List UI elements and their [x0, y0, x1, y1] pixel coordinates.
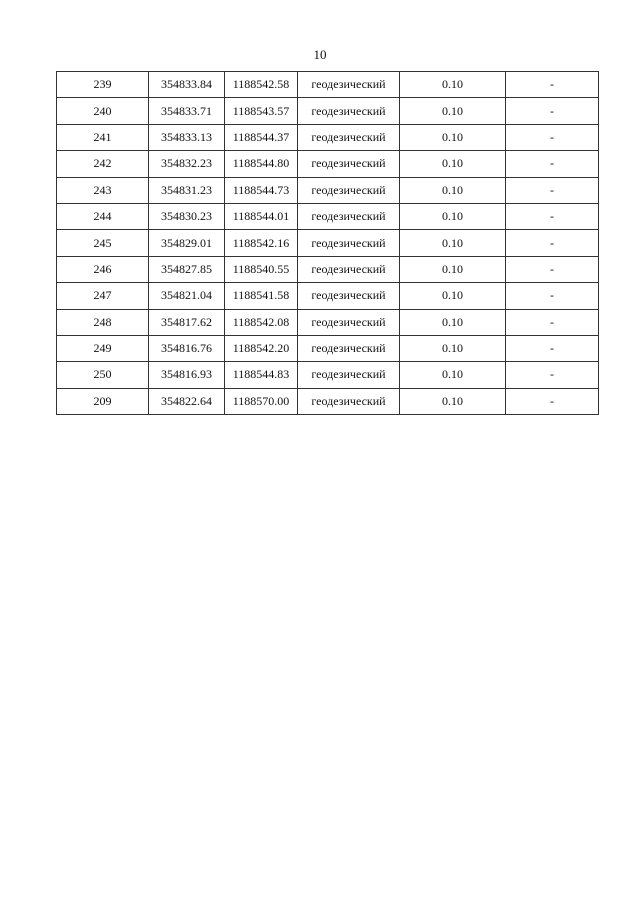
x-coordinate-cell: 354833.71 [149, 98, 225, 124]
y-coordinate-cell: 1188542.08 [225, 309, 298, 335]
table-row [57, 362, 599, 388]
y-coordinate-cell: 1188542.20 [225, 335, 298, 361]
page-number: 10 [313, 47, 327, 62]
point-number-cell: 248 [57, 309, 149, 335]
note-cell: - [506, 283, 599, 309]
method-cell: геодезический [298, 177, 400, 203]
table-row [57, 151, 599, 177]
method-cell: геодезический [298, 98, 400, 124]
accuracy-cell: 0.10 [400, 72, 506, 98]
method-cell: геодезический [298, 335, 400, 361]
y-coordinate-cell: 1188542.58 [225, 72, 298, 98]
y-coordinate-cell: 1188544.80 [225, 151, 298, 177]
x-coordinate-cell: 354827.85 [149, 256, 225, 282]
point-number-cell: 246 [57, 256, 149, 282]
y-coordinate-cell: 1188540.55 [225, 256, 298, 282]
x-coordinate-cell: 354829.01 [149, 230, 225, 256]
y-coordinate-cell: 1188541.58 [225, 283, 298, 309]
table-row [57, 124, 599, 150]
table-row [57, 283, 599, 309]
table-row [57, 388, 599, 414]
y-coordinate-cell: 1188544.37 [225, 124, 298, 150]
table-row [57, 72, 599, 98]
note-cell: - [506, 309, 599, 335]
note-cell: - [506, 388, 599, 414]
point-number-cell: 209 [57, 388, 149, 414]
accuracy-cell: 0.10 [400, 362, 506, 388]
x-coordinate-cell: 354816.93 [149, 362, 225, 388]
x-coordinate-cell: 354817.62 [149, 309, 225, 335]
y-coordinate-cell: 1188543.57 [225, 98, 298, 124]
point-number-cell: 247 [57, 283, 149, 309]
accuracy-cell: 0.10 [400, 230, 506, 256]
coordinates-table [56, 71, 599, 415]
point-number-cell: 242 [57, 151, 149, 177]
note-cell: - [506, 230, 599, 256]
method-cell: геодезический [298, 362, 400, 388]
point-number-cell: 239 [57, 72, 149, 98]
table-row [57, 335, 599, 361]
x-coordinate-cell: 354821.04 [149, 283, 225, 309]
accuracy-cell: 0.10 [400, 283, 506, 309]
note-cell: - [506, 98, 599, 124]
x-coordinate-cell: 354832.23 [149, 151, 225, 177]
coordinates-table-body [57, 72, 599, 415]
note-cell: - [506, 124, 599, 150]
x-coordinate-cell: 354816.76 [149, 335, 225, 361]
table-row [57, 230, 599, 256]
accuracy-cell: 0.10 [400, 124, 506, 150]
y-coordinate-cell: 1188544.73 [225, 177, 298, 203]
table-row [57, 256, 599, 282]
point-number-cell: 249 [57, 335, 149, 361]
x-coordinate-cell: 354830.23 [149, 203, 225, 229]
point-number-cell: 240 [57, 98, 149, 124]
accuracy-cell: 0.10 [400, 256, 506, 282]
note-cell: - [506, 151, 599, 177]
accuracy-cell: 0.10 [400, 98, 506, 124]
accuracy-cell: 0.10 [400, 151, 506, 177]
note-cell: - [506, 72, 599, 98]
point-number-cell: 244 [57, 203, 149, 229]
method-cell: геодезический [298, 230, 400, 256]
accuracy-cell: 0.10 [400, 309, 506, 335]
note-cell: - [506, 335, 599, 361]
y-coordinate-cell: 1188542.16 [225, 230, 298, 256]
table-row [57, 203, 599, 229]
note-cell: - [506, 203, 599, 229]
method-cell: геодезический [298, 309, 400, 335]
point-number-cell: 245 [57, 230, 149, 256]
y-coordinate-cell: 1188570.00 [225, 388, 298, 414]
method-cell: геодезический [298, 72, 400, 98]
x-coordinate-cell: 354833.84 [149, 72, 225, 98]
method-cell: геодезический [298, 283, 400, 309]
note-cell: - [506, 362, 599, 388]
table-row [57, 177, 599, 203]
method-cell: геодезический [298, 151, 400, 177]
accuracy-cell: 0.10 [400, 203, 506, 229]
y-coordinate-cell: 1188544.01 [225, 203, 298, 229]
accuracy-cell: 0.10 [400, 335, 506, 361]
note-cell: - [506, 256, 599, 282]
method-cell: геодезический [298, 388, 400, 414]
table-row [57, 309, 599, 335]
method-cell: геодезический [298, 124, 400, 150]
accuracy-cell: 0.10 [400, 177, 506, 203]
method-cell: геодезический [298, 203, 400, 229]
note-cell: - [506, 177, 599, 203]
x-coordinate-cell: 354831.23 [149, 177, 225, 203]
y-coordinate-cell: 1188544.83 [225, 362, 298, 388]
point-number-cell: 243 [57, 177, 149, 203]
table-row [57, 98, 599, 124]
accuracy-cell: 0.10 [400, 388, 506, 414]
x-coordinate-cell: 354822.64 [149, 388, 225, 414]
x-coordinate-cell: 354833.13 [149, 124, 225, 150]
method-cell: геодезический [298, 256, 400, 282]
point-number-cell: 250 [57, 362, 149, 388]
point-number-cell: 241 [57, 124, 149, 150]
